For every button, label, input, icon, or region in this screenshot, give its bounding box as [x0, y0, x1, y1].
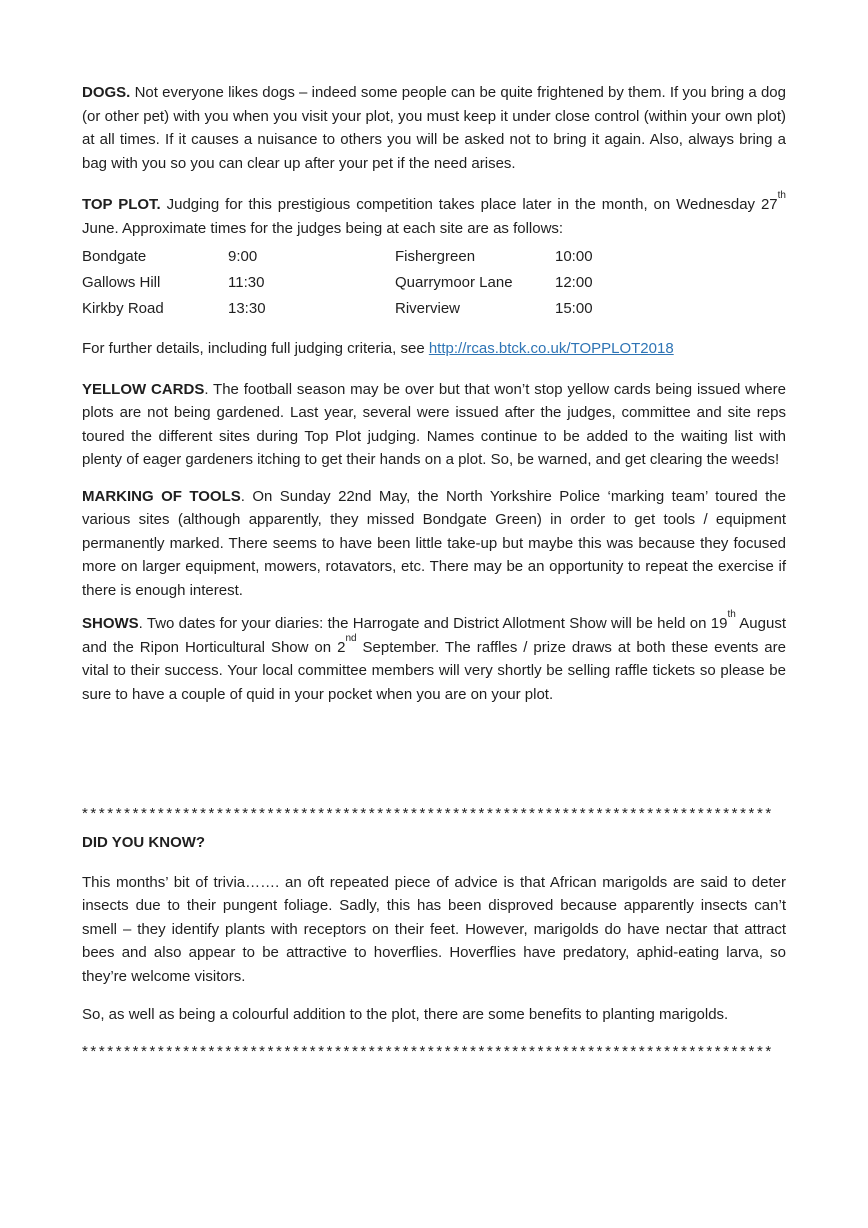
site-name-cell: Quarrymoor Lane	[395, 274, 513, 291]
dogs-heading: DOGS.	[82, 84, 131, 101]
ordinal-superscript: th	[777, 190, 786, 201]
paragraph-further-details	[82, 337, 786, 361]
top-plot-heading: TOP PLOT.	[82, 196, 161, 213]
yellow-cards-body: . The football season may be over but that won’t stop yellow cards being issued where plots are not being gardened. Last year, several were issued after the judges, committee and site reps toured the different sites during Top Plot judging. Names continue to be added to the waiting list with plenty of eager gardeners itching to get their hands on a plot. So, be warned, and get clearing the weeds!	[82, 380, 786, 468]
shows-body-3: September. The raffles / prize draws at both these events are vital to their success. Your local committee members will very shortly be selling raffle tickets so please be sure to have a couple of quid in your pocket when you are on your plot.	[82, 638, 786, 703]
site-name-cell: Fishergreen	[395, 248, 476, 265]
site-name-cell: Bondgate	[82, 248, 147, 265]
top-plot-body-1: Judging for this prestigious competition takes place later in the month, on Wednesday 27	[160, 196, 778, 213]
time-cell: 10:00	[555, 248, 593, 265]
shows-body-1: . Two dates for your diaries: the Harrogate and District Allotment Show will be held on 19	[138, 615, 728, 632]
marking-of-tools-heading: MARKING OF TOOLS	[82, 487, 241, 505]
paragraph-yellow-cards	[82, 378, 786, 472]
yellow-cards-heading: YELLOW CARDS	[82, 380, 205, 398]
paragraph-trivia-closing: So, as well as being a colourful addition to the plot, there are some benefits to planting marigolds.	[82, 1006, 729, 1023]
judging-times-table	[82, 244, 786, 322]
asterisk-divider: **********************************************************************************	[82, 805, 774, 822]
paragraph-trivia: This months’ bit of trivia……. an oft repeated piece of advice is that African marigolds are said to deter insects due to their pungent foliage. Sadly, this has been disproved because apparently insects can’t smell – they identify plants with receptors on their feet. However, marigolds do have nectar that attract bees and also appear to be attractive to hoverflies. Hoverflies have predatory, aphid-eating larva, so they’re welcome visitors.	[82, 873, 786, 985]
time-cell: 11:30	[228, 274, 265, 291]
paragraph-marking-of-tools	[82, 485, 786, 603]
did-you-know-heading: DID YOU KNOW?	[82, 834, 206, 851]
time-cell: 9:00	[228, 248, 258, 265]
further-details-text: For further details, including full judging criteria, see	[82, 340, 429, 357]
site-name-cell: Kirkby Road	[82, 300, 164, 317]
topplot-link[interactable]: http://rcas.btck.co.uk/TOPPLOT2018	[428, 340, 674, 357]
ordinal-superscript: th	[727, 609, 736, 620]
time-cell: 13:30	[228, 300, 266, 317]
time-cell: 12:00	[555, 274, 593, 291]
top-plot-body-2: June. Approximate times for the judges being at each site are as follows:	[82, 219, 564, 237]
asterisk-divider: **********************************************************************************	[82, 1042, 774, 1060]
paragraph-shows	[82, 609, 786, 706]
shows-body-2: August and the Ripon Horticultural Show on 2	[82, 615, 786, 656]
paragraph-dogs	[82, 81, 786, 175]
paragraph-top-plot	[82, 190, 786, 240]
time-cell: 15:00	[555, 300, 593, 317]
shows-heading: SHOWS	[82, 615, 139, 632]
marking-of-tools-body: . On Sunday 22nd May, the North Yorkshire Police ‘marking team’ toured the various sites (although apparently, they missed Bondgate Green) in order to get tools / equipment permanently marked. There seems to have been little take-up but maybe this was because they focused more on larger equipment, mowers, rotavators, etc. There may be an opportunity to repeat the exercise if there is enough interest.	[82, 487, 786, 599]
site-name-cell: Gallows Hill	[82, 274, 161, 291]
site-name-cell: Riverview	[395, 300, 461, 317]
dogs-body: Not everyone likes dogs – indeed some people can be quite frightened by them. If you bring a dog (or other pet) with you when you visit your plot, you must keep it under close control (within your own plot) at all times. If it causes a nuisance to others you will be asked not to bring it again. Also, always bring a bag with you so you can clear up after your pet if the need arises.	[82, 84, 786, 172]
ordinal-superscript: nd	[345, 632, 357, 644]
